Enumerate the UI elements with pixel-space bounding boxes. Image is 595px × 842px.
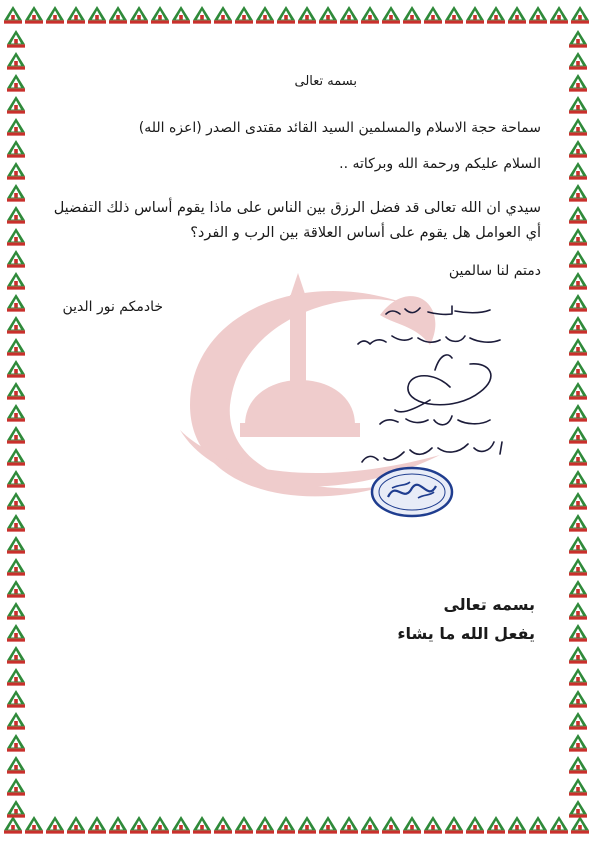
letter-greeting: السلام عليكم ورحمة الله وبركاته ..	[339, 156, 541, 172]
border-tile-icon	[382, 816, 400, 834]
border-tile-icon	[569, 74, 587, 92]
border-tile-icon	[466, 816, 484, 834]
border-tile-icon	[7, 162, 25, 180]
border-tile-icon	[569, 118, 587, 136]
border-tile-icon	[7, 52, 25, 70]
decorative-border-right	[560, 0, 595, 842]
border-tile-icon	[403, 816, 421, 834]
border-tile-icon	[569, 404, 587, 422]
border-tile-icon	[7, 250, 25, 268]
border-tile-icon	[88, 816, 106, 834]
handwritten-date	[362, 442, 502, 462]
border-tile-icon	[7, 712, 25, 730]
border-tile-icon	[569, 624, 587, 642]
letter-basmala: بسمه تعالى	[294, 74, 357, 89]
border-tile-icon	[298, 6, 316, 24]
border-tile-icon	[256, 6, 274, 24]
decorative-border-top	[0, 0, 595, 30]
border-tile-icon	[445, 816, 463, 834]
border-tile-icon	[569, 800, 587, 818]
border-tile-icon	[7, 690, 25, 708]
border-tile-icon	[508, 816, 526, 834]
border-tile-icon	[569, 52, 587, 70]
border-tile-icon	[256, 816, 274, 834]
border-tile-icon	[277, 6, 295, 24]
answer-text: يفعل الله ما يشاء	[397, 624, 535, 643]
border-tile-icon	[7, 74, 25, 92]
border-tile-icon	[382, 6, 400, 24]
border-tile-icon	[7, 624, 25, 642]
border-tile-icon	[340, 816, 358, 834]
border-tile-icon	[193, 6, 211, 24]
border-tile-icon	[569, 580, 587, 598]
border-tile-icon	[569, 206, 587, 224]
border-tile-icon	[319, 6, 337, 24]
letter-address: سماحة حجة الاسلام والمسلمين السيد القائد مقتدى الصدر (اعزه الله)	[138, 120, 541, 136]
border-tile-icon	[46, 6, 64, 24]
letter-question-line1: سيدي ان الله تعالى قد فضل الرزق بين الناس على ماذا يقوم أساس ذلك التفضيل	[53, 200, 541, 216]
border-tile-icon	[109, 816, 127, 834]
border-tile-icon	[7, 338, 25, 356]
border-tile-icon	[7, 140, 25, 158]
signature-scribble	[395, 355, 491, 412]
border-tile-icon	[151, 816, 169, 834]
border-tile-icon	[424, 6, 442, 24]
border-tile-icon	[466, 6, 484, 24]
border-tile-icon	[7, 30, 25, 48]
border-tile-icon	[7, 294, 25, 312]
border-tile-icon	[487, 816, 505, 834]
border-tile-icon	[569, 492, 587, 510]
border-tile-icon	[7, 470, 25, 488]
border-tile-icon	[569, 184, 587, 202]
seal-stamp-icon	[372, 468, 452, 516]
border-tile-icon	[569, 316, 587, 334]
handwritten-reply-text	[358, 336, 500, 344]
decorative-border-bottom	[0, 806, 595, 842]
border-tile-icon	[7, 514, 25, 532]
border-tile-icon	[508, 6, 526, 24]
border-tile-icon	[445, 6, 463, 24]
border-tile-icon	[7, 668, 25, 686]
border-tile-icon	[424, 816, 442, 834]
border-tile-icon	[7, 272, 25, 290]
border-tile-icon	[109, 6, 127, 24]
border-tile-icon	[46, 816, 64, 834]
border-tile-icon	[7, 558, 25, 576]
border-tile-icon	[569, 426, 587, 444]
border-tile-icon	[569, 668, 587, 686]
border-tile-icon	[569, 602, 587, 620]
border-tile-icon	[569, 140, 587, 158]
border-tile-icon	[319, 816, 337, 834]
border-tile-icon	[529, 6, 547, 24]
border-tile-icon	[569, 338, 587, 356]
border-tile-icon	[569, 360, 587, 378]
handwritten-signoff	[380, 416, 490, 425]
border-tile-icon	[569, 30, 587, 48]
border-tile-icon	[7, 382, 25, 400]
border-tile-icon	[7, 404, 25, 422]
border-tile-icon	[214, 816, 232, 834]
handwritten-basmala	[386, 306, 490, 314]
border-tile-icon	[277, 816, 295, 834]
border-tile-icon	[569, 514, 587, 532]
border-tile-icon	[7, 492, 25, 510]
border-tile-icon	[7, 426, 25, 444]
border-tile-icon	[569, 690, 587, 708]
border-tile-icon	[7, 206, 25, 224]
border-tile-icon	[67, 816, 85, 834]
border-tile-icon	[88, 6, 106, 24]
border-tile-icon	[130, 816, 148, 834]
border-tile-icon	[569, 96, 587, 114]
border-tile-icon	[151, 6, 169, 24]
border-tile-icon	[7, 360, 25, 378]
border-tile-icon	[569, 646, 587, 664]
border-tile-icon	[67, 6, 85, 24]
letter-question-line2: أي العوامل هل يقوم على أساس العلاقة بين الرب و الفرد؟	[190, 225, 541, 241]
border-tile-icon	[7, 580, 25, 598]
border-tile-icon	[569, 470, 587, 488]
handwritten-reply	[340, 292, 510, 522]
border-tile-icon	[569, 778, 587, 796]
border-tile-icon	[7, 316, 25, 334]
border-tile-icon	[7, 96, 25, 114]
border-tile-icon	[529, 816, 547, 834]
border-tile-icon	[569, 162, 587, 180]
letter-signature: خادمكم نور الدين	[62, 299, 163, 315]
border-tile-icon	[403, 6, 421, 24]
border-tile-icon	[569, 382, 587, 400]
border-tile-icon	[7, 734, 25, 752]
border-tile-icon	[172, 6, 190, 24]
border-tile-icon	[214, 6, 232, 24]
border-tile-icon	[569, 272, 587, 290]
border-tile-icon	[7, 118, 25, 136]
border-tile-icon	[361, 6, 379, 24]
border-tile-icon	[130, 6, 148, 24]
border-tile-icon	[569, 734, 587, 752]
border-tile-icon	[7, 646, 25, 664]
border-tile-icon	[569, 756, 587, 774]
border-tile-icon	[7, 448, 25, 466]
border-tile-icon	[569, 250, 587, 268]
border-tile-icon	[172, 816, 190, 834]
border-tile-icon	[7, 778, 25, 796]
border-tile-icon	[193, 816, 211, 834]
border-tile-icon	[569, 536, 587, 554]
border-tile-icon	[361, 816, 379, 834]
border-tile-icon	[7, 800, 25, 818]
border-tile-icon	[7, 756, 25, 774]
border-tile-icon	[7, 184, 25, 202]
border-tile-icon	[235, 816, 253, 834]
border-tile-icon	[7, 602, 25, 620]
border-tile-icon	[569, 558, 587, 576]
border-tile-icon	[7, 228, 25, 246]
border-tile-icon	[340, 6, 358, 24]
border-tile-icon	[298, 816, 316, 834]
border-tile-icon	[235, 6, 253, 24]
answer-basmala: بسمه تعالى	[443, 595, 535, 614]
letter-closing: دمتم لنا سالمين	[448, 263, 541, 279]
border-tile-icon	[569, 228, 587, 246]
decorative-border-left	[0, 0, 32, 842]
border-tile-icon	[7, 536, 25, 554]
border-tile-icon	[487, 6, 505, 24]
border-tile-icon	[569, 712, 587, 730]
border-tile-icon	[569, 448, 587, 466]
border-tile-icon	[569, 294, 587, 312]
